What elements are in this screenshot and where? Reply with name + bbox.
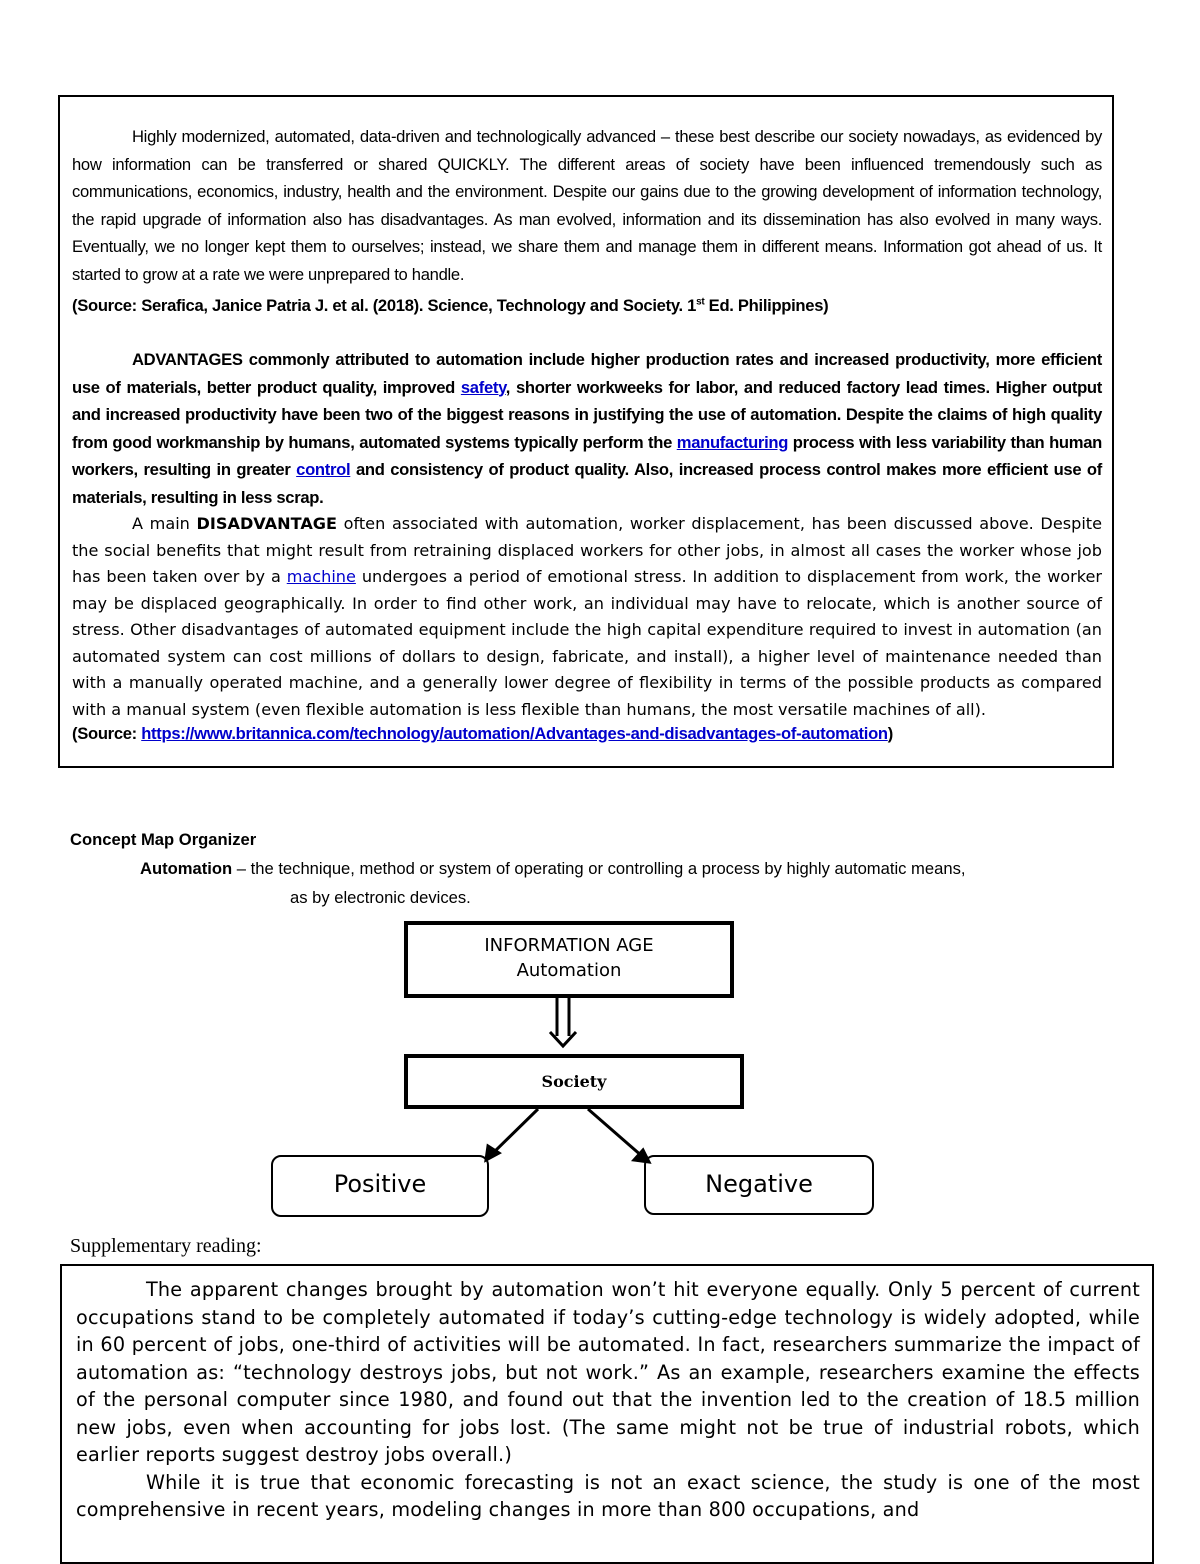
supplementary-box	[60, 1264, 1154, 1564]
control-link[interactable]: control	[296, 460, 351, 480]
arrow-left-icon	[486, 1109, 538, 1160]
intro-paragraph	[72, 123, 1102, 319]
machine-link[interactable]: machine	[286, 567, 356, 587]
node-top-line2: Automation	[516, 960, 622, 981]
disadvantages-paragraph: A main DISADVANTAGE often associated with automation, worker displacement, has been discussed above. Despite the social benefits that might result from retraining displaced workers for other jobs, in almost all cases the worker whose job has been taken over by a machine undergoes a period of emotional stress. In addition to displacement from work, the worker may be displaced geographically. In order to find other work, an individual may have to relocate, which is another source of stress. Other disadvantages of automated equipment include the high capital expenditure required to invest in automation (an automated system can cost millions of dollars to design, fabricate, and install), a higher level of maintenance needed than with a manually operated machine, and a generally lower degree of flexibility in terms of the possible products as compared with a manual system (even flexible automation is less flexible than humans, the most versatile machines of all).	[72, 514, 1103, 719]
negative-node: Negative	[644, 1155, 874, 1215]
manufacturing-link[interactable]: manufacturing	[676, 432, 789, 452]
automation-definition: Automation – the technique, method or system of operating or controlling a process by highly automatic means,	[140, 859, 966, 878]
advantages-paragraph: ADVANTAGES commonly attributed to automation include higher production rates and increased productivity, more efficient use of materials, better product quality, improved safety, shorter workweeks for labor, and reduced factory lead times. Higher output and increased productivity have been two of the biggest reasons in justifying the use of automation. Despite the claims of high quality from good workmanship by humans, automated systems typically perform the manufacturing process with less variability than human workers, resulting in greater control and consistency of product quality. Also, increased process control makes more efficient use of materials, resulting in less scrap.	[72, 350, 1102, 507]
positive-node: Positive	[271, 1155, 489, 1217]
information-age-node	[404, 921, 734, 998]
concept-map-section	[70, 826, 1140, 912]
source-citation-2: (Source: https://www.britannica.com/technology/automation/Advantages-and-disadvantages-of-automation)	[72, 724, 893, 744]
intro-text: Highly modernized, automated, data-driven and technologically advanced – these best describe our society nowadays, as evidenced by how information can be transferred or shared QUICKLY. The different areas of society have been influenced tremendously such as communications, economics, industry, health and the environment. Despite our gains due to the growing development of information technology, the rapid upgrade of information also has disadvantages. As man evolved, information and its dissemination has also evolved in many ways. Eventually, we no longer kept them to ourselves; instead, we share them and manage them in different means. Information got ahead of us. It started to grow at a rate we were unprepared to handle.	[72, 127, 1102, 284]
supplementary-paragraph-1: The apparent changes brought by automation won’t hit everyone equally. Only 5 percent of current occupations stand to be completely automated if today’s cutting-edge technology is widely adopted, while in 60 percent of jobs, one-third of activities will be automated. In fact, researchers summarize the impact of automation as: “technology destroys jobs, but not work.” As an example, researchers examine the effects of the personal computer since 1980, and found out that the invention led to the creation of 18.5 million new jobs, even when accounting for jobs lost. (The same might not be true of industrial robots, which earlier reports suggest destroy jobs overall.)	[76, 1278, 1140, 1466]
society-node: Society	[404, 1054, 744, 1109]
node-top-line1: INFORMATION AGE	[484, 935, 654, 956]
supplementary-label: Supplementary reading:	[70, 1235, 262, 1257]
arrow-right-icon	[588, 1109, 649, 1162]
automation-definition-cont: as by electronic devices.	[290, 888, 471, 907]
reading-box	[58, 95, 1114, 768]
britannica-link[interactable]: https://www.britannica.com/technology/automation/Advantages-and-disadvantages-of-automation	[141, 724, 888, 744]
double-arrow-down-icon	[550, 998, 576, 1046]
automation-term: Automation	[140, 859, 233, 878]
source-citation-1: (Source: Serafica, Janice Patria J. et al. (2018). Science, Technology and Society. 1st Ed. Philippines)	[72, 295, 829, 315]
concept-map-heading: Concept Map Organizer	[70, 830, 257, 849]
disadvantage-keyword: DISADVANTAGE	[196, 514, 337, 534]
safety-link[interactable]: safety	[460, 377, 506, 397]
supplementary-paragraph-2: While it is true that economic forecasting is not an exact science, the study is one of the most comprehensive in recent years, modeling changes in more than 800 occupations, and	[76, 1470, 1140, 1521]
